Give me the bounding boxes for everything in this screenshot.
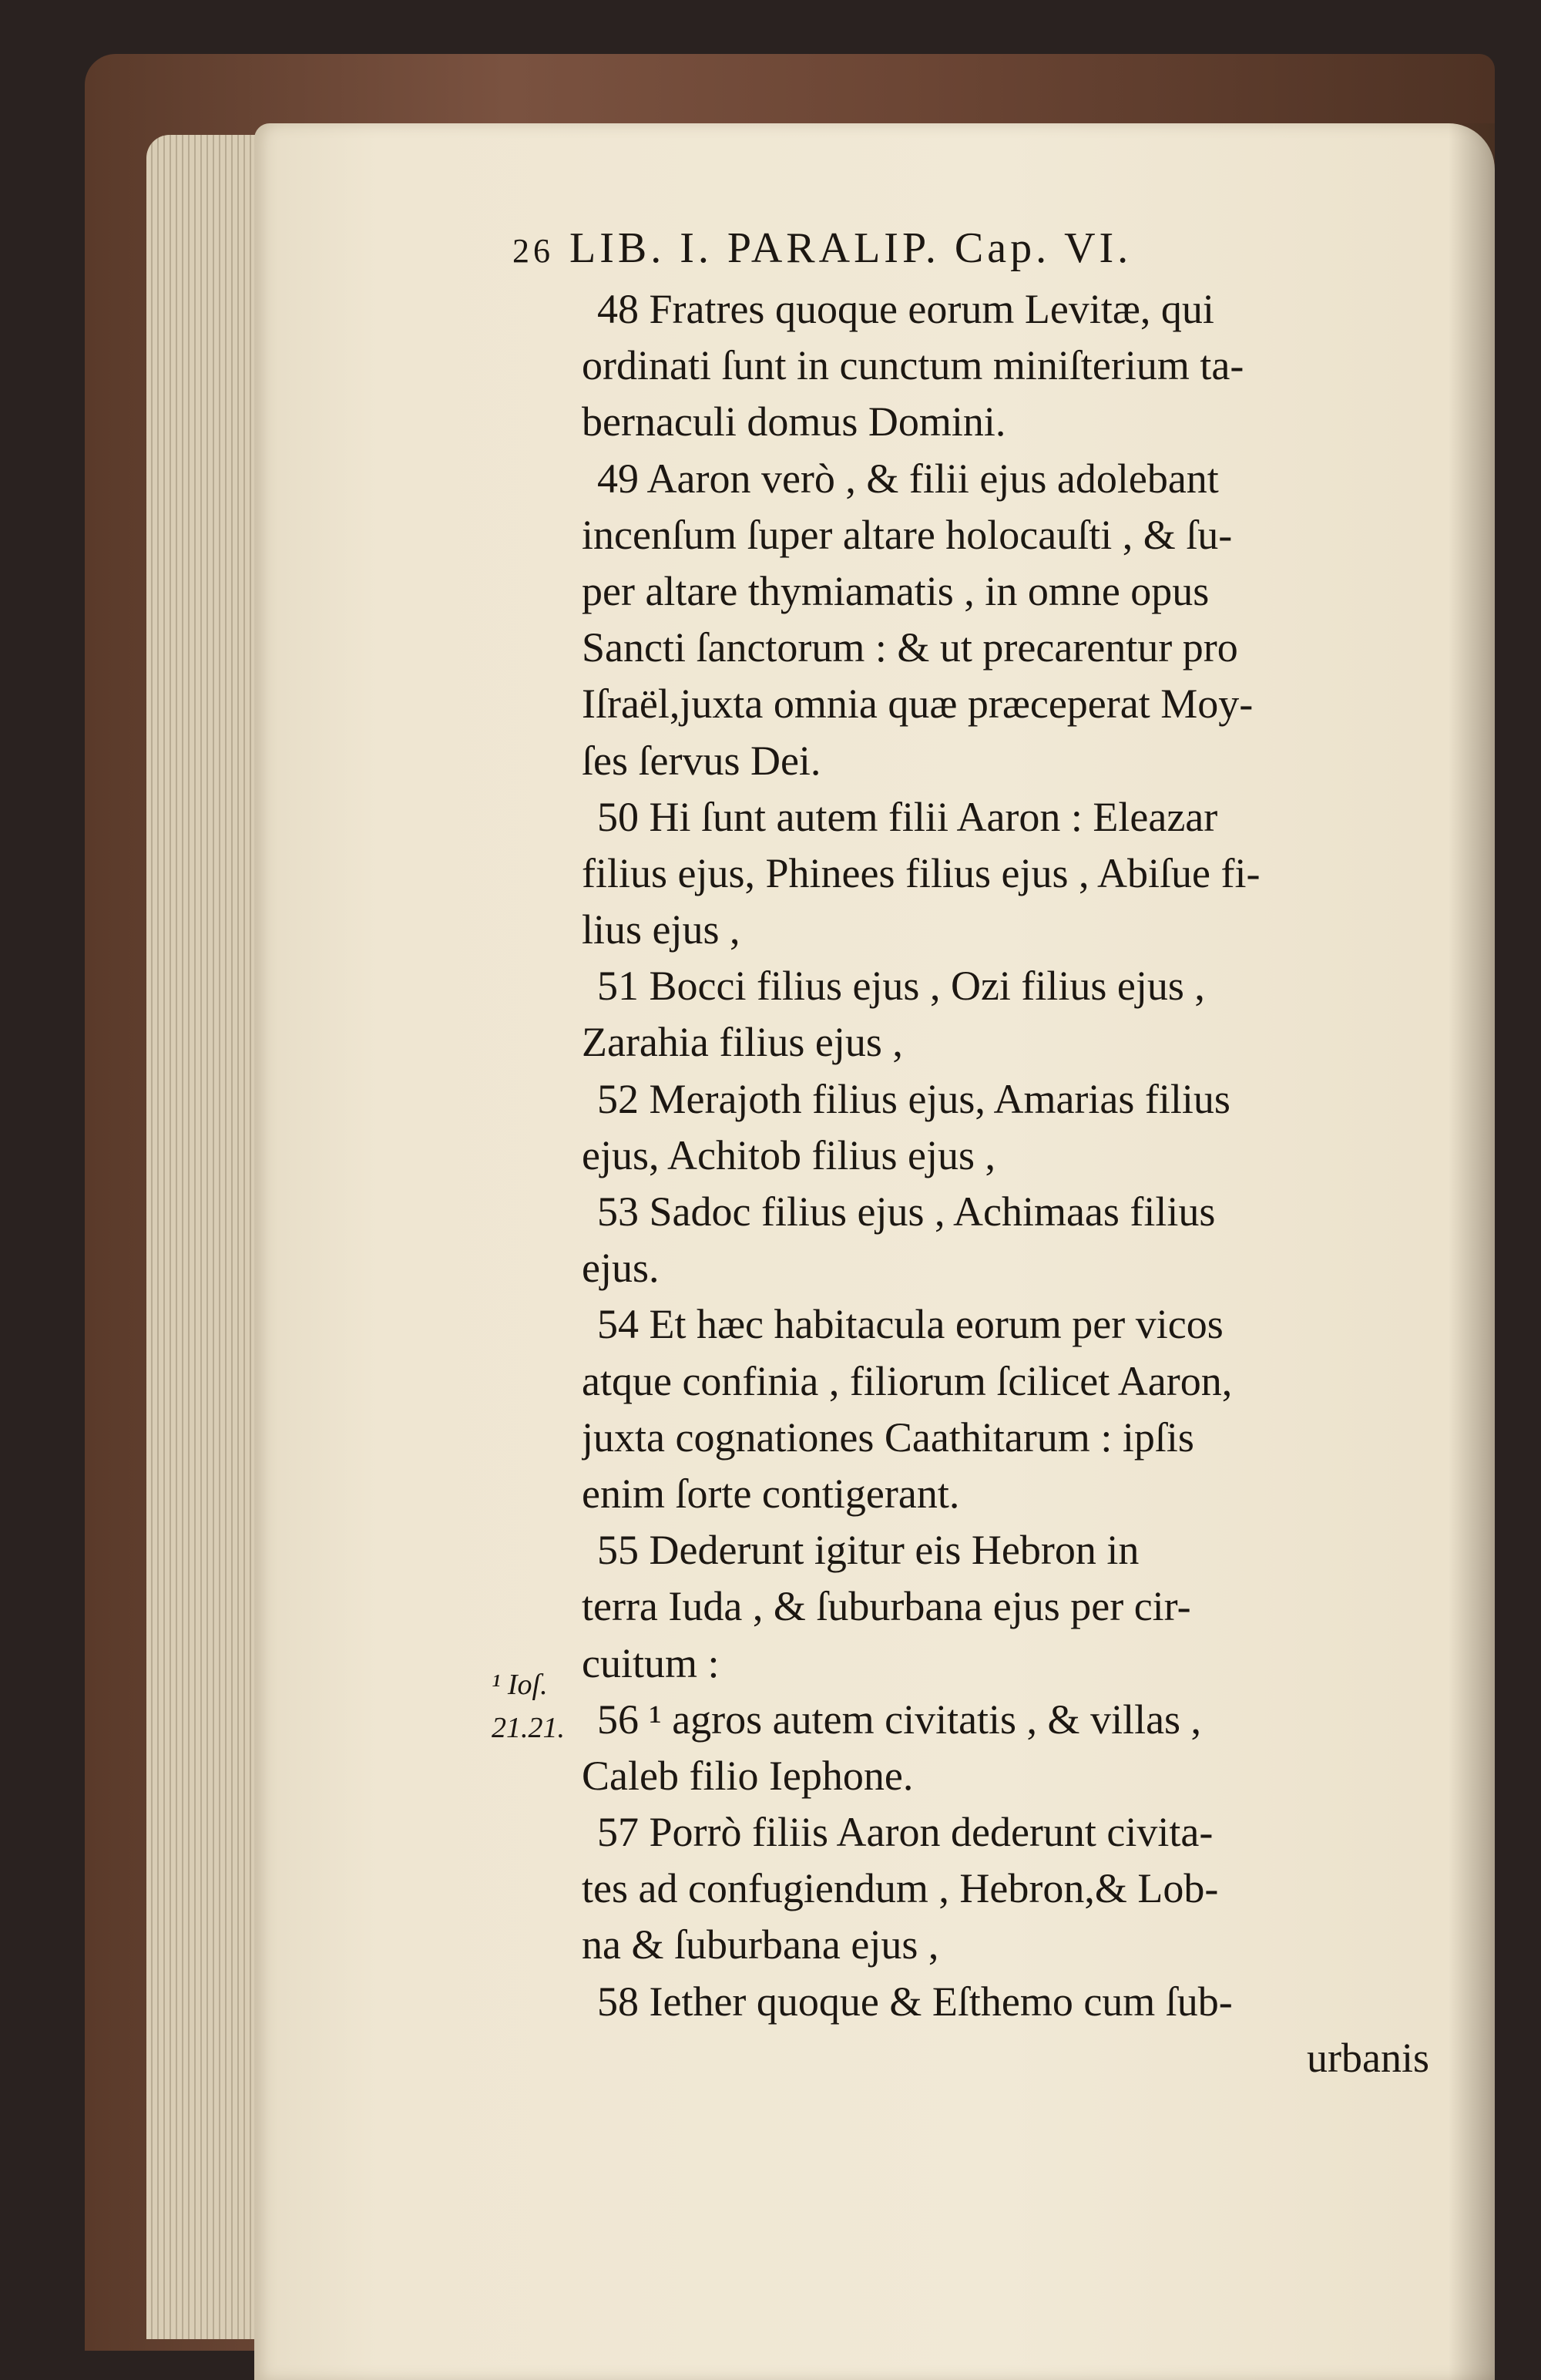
text-line: 49 Aaron verò , & filii ejus adolebant xyxy=(597,455,1219,502)
text-line: 51 Bocci filius ejus , Ozi filius ejus , xyxy=(597,963,1205,1010)
text-line: 52 Merajoth filius ejus, Amarias filius xyxy=(597,1075,1230,1122)
spine-shadow xyxy=(1449,123,1495,2380)
text-line: Caleb filio Iephone. xyxy=(582,1752,914,1799)
text-line: na & ſuburbana ejus , xyxy=(582,1921,939,1968)
text-line: ſes ſervus Dei. xyxy=(582,737,821,784)
margin-note-ref: ¹ Ioſ. xyxy=(492,1669,548,1701)
text-line: per altare thymiamatis , in omne opus xyxy=(582,567,1210,614)
text-line: 57 Porrò filiis Aaron dederunt civita- xyxy=(597,1809,1214,1856)
margin-note xyxy=(492,1663,565,1750)
text-line: atque confinia , filiorum ſcilicet Aaron, xyxy=(582,1357,1233,1404)
text-line: filius ejus, Phinees filius ejus , Abiſue fi- xyxy=(582,849,1261,896)
page-number: 26 xyxy=(512,232,554,270)
text-line: tes ad confugiendum , Hebron,& Lob- xyxy=(582,1865,1219,1912)
text-line: lius ejus , xyxy=(582,906,740,953)
text-line: 56 ¹ agros autem civitatis , & villas , xyxy=(597,1696,1202,1743)
text-line: 55 Dederunt igitur eis Hebron in xyxy=(597,1527,1140,1574)
text-line: incenſum ſuper altare holocauſti , & ſu- xyxy=(582,511,1233,558)
text-line: urbanis xyxy=(1307,2034,1429,2081)
text-line: 50 Hi ſunt autem filii Aaron : Eleazar xyxy=(597,793,1218,840)
text-line: juxta cognationes Caathitarum : ipſis xyxy=(582,1414,1194,1461)
text-line: Zarahia filius ejus , xyxy=(582,1019,903,1066)
text-line: ordinati ſunt in cunctum miniſterium ta- xyxy=(582,342,1244,389)
text-line: Iſraël,juxta omnia quæ præceperat Moy- xyxy=(582,681,1254,728)
text-line: ejus, Achitob filius ejus , xyxy=(582,1131,995,1178)
running-head xyxy=(512,224,1132,273)
text-line: 58 Iether quoque & Eſthemo cum ſub- xyxy=(597,1978,1233,2025)
text-line: Sancti ſanctorum : & ut precarentur pro xyxy=(582,624,1238,671)
text-line: 48 Fratres quoque eorum Levitæ, qui xyxy=(597,286,1214,332)
body-text xyxy=(582,281,1445,2086)
running-head-title: LIB. I. PARALIP. Cap. VI. xyxy=(569,224,1133,272)
text-line: 54 Et hæc habitacula eorum per vicos xyxy=(597,1301,1224,1348)
text-line: ejus. xyxy=(582,1245,660,1292)
text-line: terra Iuda , & ſuburbana ejus per cir- xyxy=(582,1583,1191,1630)
text-line: enim ſorte contigerant. xyxy=(582,1470,960,1517)
text-line: bernaculi domus Domini. xyxy=(582,398,1006,445)
margin-note-verse: 21.21. xyxy=(492,1712,565,1744)
text-line: cuitum : xyxy=(582,1639,720,1686)
text-line: 53 Sadoc filius ejus , Achimaas filius xyxy=(597,1188,1216,1235)
